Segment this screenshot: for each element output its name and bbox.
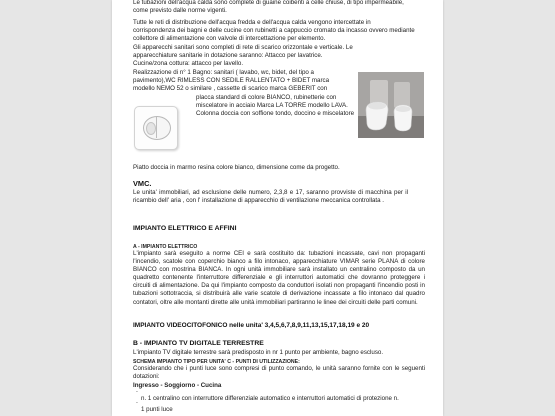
text-line: apparecchiature sanitarie in dotazione saranno: Attacco per lavatrice. (133, 52, 323, 59)
section-title-vmc: VMC. (133, 179, 152, 188)
bullet-glyph: ` (136, 391, 139, 398)
bullet-glyph: ` (136, 402, 139, 409)
room-heading: Ingresso - Soggiorno - Cucina (133, 382, 222, 389)
schema-title: SCHEMA IMPIANTO TIPO PER UNITA' C - PUNTI DI UTILIZZAZIONE: (133, 359, 300, 365)
text-line: Cucine/zona cottura: attacco per lavello. (133, 60, 244, 67)
text-line: Piatto doccia in marmo resina colore bianco, dimensione come da progetto. (133, 164, 340, 171)
text-line: Tutte le reti di distribuzione dell'acqua fredda e dell'acqua calda vengono intercettate in (133, 19, 371, 26)
text-line: Realizzazione di n° 1 Bagno: sanitari ( lavabo, wc, bidet, del tipo a (133, 69, 314, 76)
document-page (112, 0, 443, 416)
flush-plate-image (134, 106, 178, 150)
section-title-electrical: IMPIANTO ELETTRICO E AFFINI (133, 225, 237, 232)
vmc-paragraph: Le unita' immobiliari, ad esclusione delle numero, 2,3,8 e 17, saranno provviste di macchina per il ricambio dell' aria , con l' installazione di apparecchio di ventilazione meccanica controllata . (133, 189, 408, 205)
utilization-paragraph: Considerando che i punti luce sono compresi di punto comando, le unità saranno fornite con le seguenti dotazioni: (133, 365, 425, 381)
video-intercom-line: IMPIANTO VIDEOCITOFONICO nelle unita' 3,4,5,6,7,8,9,11,13,15,17,18,19 e 20 (133, 322, 370, 329)
text-line: Le tubazioni dell'acqua calda sono complete di guaine coibenti a celle chiuse, di tipo impermeabile, (133, 0, 404, 6)
text-line: come previsto dalle norme vigenti. (133, 7, 227, 14)
text-line: Colonna doccia con soffione tondo, doccino e miscelatore (196, 110, 355, 117)
sanitary-fixtures-photo (358, 72, 424, 138)
text-line: pavimento),WC RIMLESS CON SEDILE RALLENTATO + BIDET marca (133, 77, 330, 84)
text-line: modello NEMO 52 o similare , cassette di scarico marca GEBERIT con (133, 85, 328, 92)
text-line: placca standard di colore BIANCO, rubinetterie con (196, 94, 337, 101)
text-line: collettore di alimentazione con valvole di intercettazione per elemento. (133, 35, 326, 42)
subsection-title: A - IMPIANTO ELETTRICO (133, 244, 198, 250)
text-line: Gli apparecchi sanitari sono completi di rete di scarico orizzontale e verticale. Le (133, 44, 353, 51)
tv-paragraph: L'impianto TV digitale terrestre sarà predisposto in nr 1 punto per ambiente, bagno escluso. (133, 349, 384, 356)
list-item: 1 punti luce (141, 406, 173, 413)
list-item: n. 1 centralino con interruttore differenziale automatico e interruttori automatici di protezione n. (141, 395, 399, 402)
text-line: miscelatore in acciaio Marca LA TORRE modello LAVA. (196, 102, 348, 109)
text-line: corrispondenza dei bagni e delle cucine con rubinetti a cappuccio cromato da incasso ovvero mediante (133, 27, 415, 34)
electrical-paragraph: L'impianto sarà eseguito a norme CEI e sarà costituito da: tubazioni incassate, cavi non propaganti l'incendio, scatole con coperchio bianco a filo intonaco, apparecchiature VIMAR serie PLANA di colore BIANCO con mostrina BIANCA. In ogni unità immobiliare sarà installato un centralino composto da un quadretto contenente l'interruttore differenziale e gli interruttori automatici che dovranno proteggere i circuiti di alimentazione. Da qui l'impianto composto da conduttori isolati non propaganti l'incendio posti in tubazioni sottotraccia, si distribuirà alle varie scatole di derivazione incassate a filo intonaco dal quadro contatori, oltre alle montanti dirette alle unità immobiliari partiranno le linee dei circuiti delle parti comuni. (133, 250, 425, 306)
section-title-tv: B - IMPIANTO TV DIGITALE TERRESTRE (133, 340, 264, 347)
